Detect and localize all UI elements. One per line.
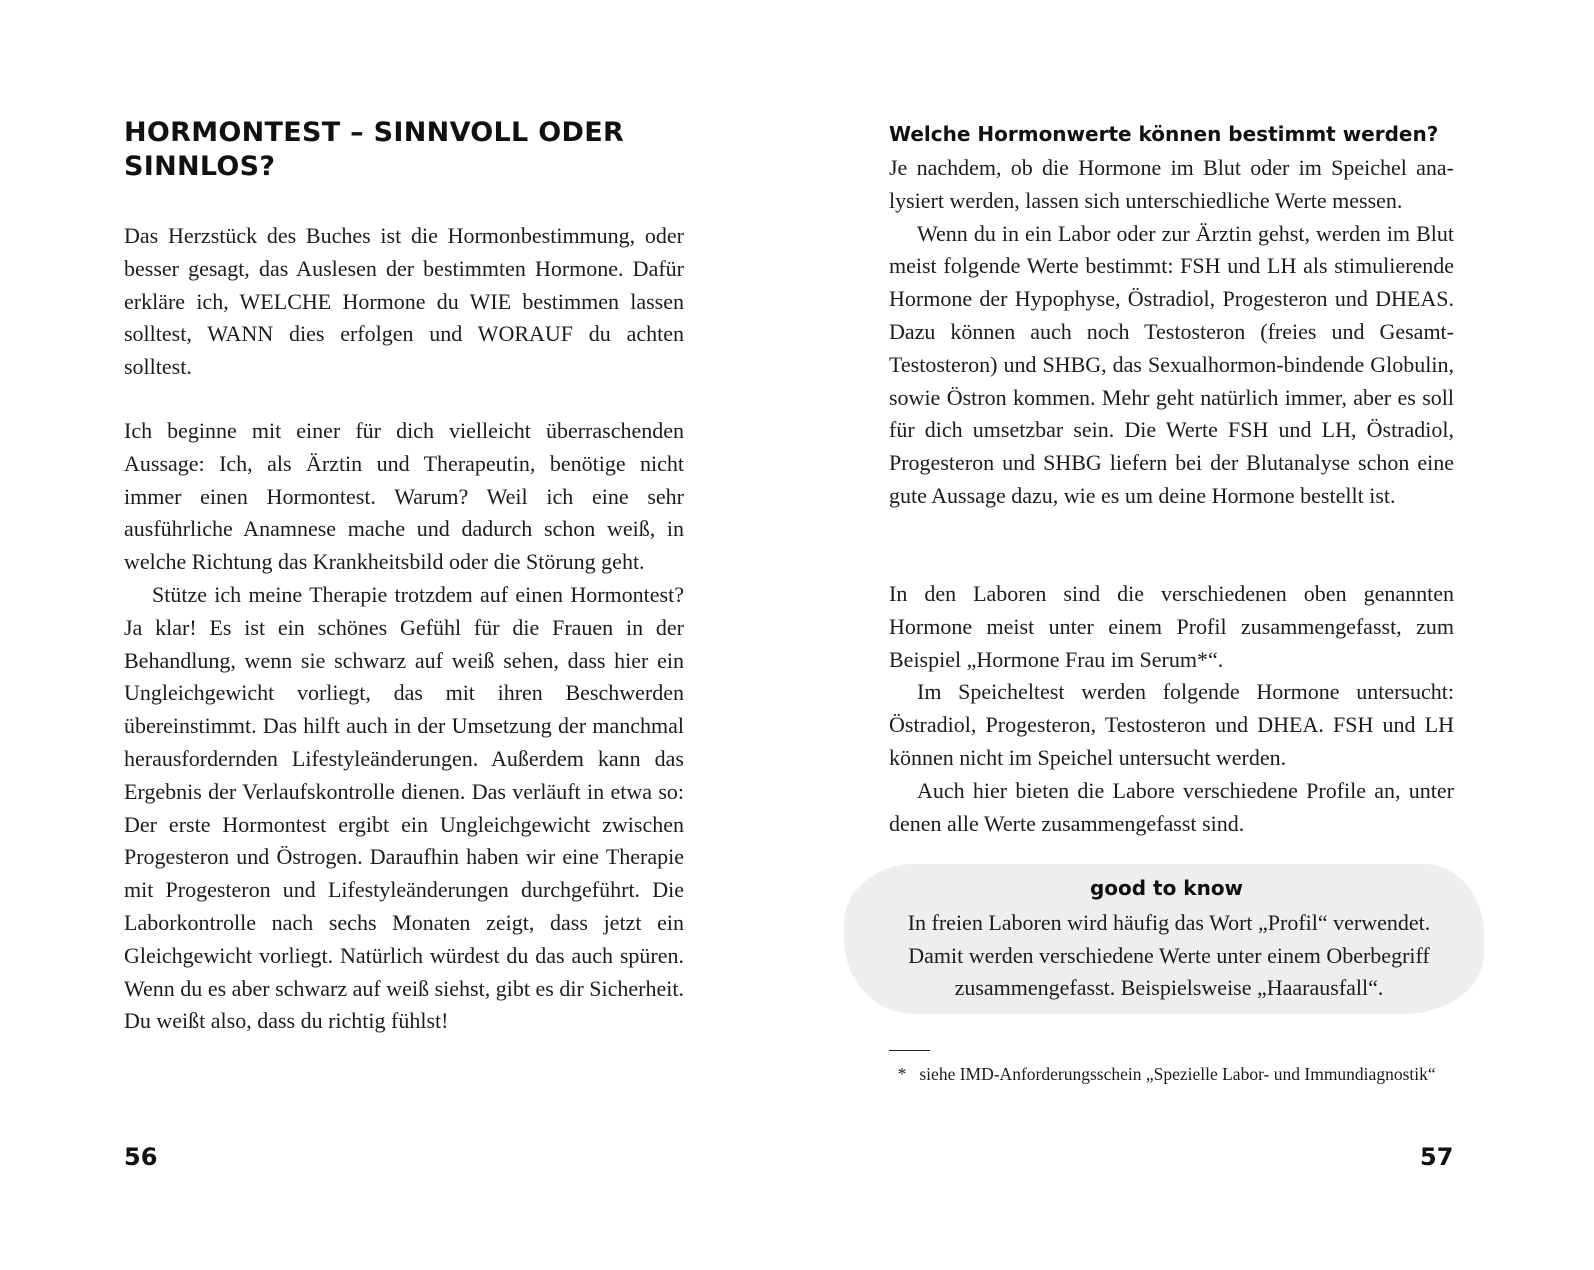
right-paragraph-1: Je nachdem, ob die Hormone im Blut oder im Speichel analysiert werden, lassen sich unterschiedliche Werte messen. (889, 155, 1454, 213)
good-to-know-title: good to know (1089, 876, 1244, 900)
good-to-know-text: In freien Laboren wird häufig das Wort „Profil“ verwendet. Damit werden verschiedene Werte unter einem Oberbegriff zusammengefasst. Beispielsweise „Haarausfall“. (907, 910, 1431, 1000)
page-number-left: 56 (124, 1143, 158, 1171)
right-text-block-saliva (889, 578, 1454, 840)
section-subheading: Welche Hormonwerte können bestimmt werden? (889, 122, 1439, 146)
footnote-divider (889, 1050, 930, 1051)
footnote-marker: * (897, 1064, 907, 1084)
footnote (889, 1062, 1454, 1086)
right-paragraph-2: Wenn du in ein Labor oder zur Ärztin gehst, werden im Blut meist folgende Werte bestimmt: FSH und LH als stimulierende Hormone der Hypophyse, Östradiol, Progesteron und DHEAS. Dazu können auch noch Testosteron (freies und Gesamt-Testosteron) und SHBG, das Sexualhormon-bindende Globulin, sowie Östron kommen. Mehr geht natürlich immer, aber es soll für dich umsetzbar sein. Die Werte FSH und LH, Östradiol, Progesteron und SHBG liefern bei der Blutanalyse schon eine gute Aussage dazu, wie es um deine Hormone bestellt ist. (889, 220, 1454, 508)
right-paragraph-3: In den Laboren sind die verschiedenen oben genannten Hormone meist unter einem Profil zusammengefasst, zum Beispiel „Hormone Frau im Serum*“. (889, 581, 1454, 672)
chapter-heading-line-2: SINNLOS? (124, 151, 276, 182)
left-text-block-intro (124, 220, 684, 384)
left-paragraph-3: Stütze ich meine Therapie trotzdem auf einen Hormontest? Ja klar! Es ist ein schönes Gefühl für die Frauen in der Behandlung, wenn sie schwarz auf weiß sehen, dass hier ein Ungleichgewicht vorliegt, das mit ihren Beschwerden übereinstimmt. Das hilft auch in der Umsetzung der manchmal herausfordernden Lifestyleänderungen. Außerdem kann das Ergebnis der Verlaufskontrolle dienen. Das verläuft in etwa so: Der erste Hormontest ergibt ein Ungleichgewicht zwischen Progesteron und Östrogen. Daraufhin haben wir eine Therapie mit Progesteron und Lifestyleänderungen durchgeführt. Die Laborkontrolle nach sechs Monaten zeigt, dass jetzt ein Gleichgewicht vorliegt. Natürlich würdest du das auch spüren. Wenn du es aber schwarz auf weiß siehst, gibt es dir Sicherheit. Du weißt also, dass du richtig fühlst! (124, 581, 684, 1034)
right-paragraph-4: Im Speicheltest werden folgende Hormone untersucht: Östradiol, Progesteron, Testosteron und DHEA. FSH und LH können nicht im Speichel untersucht werden. (889, 679, 1454, 770)
left-paragraph-1: Das Herzstück des Buches ist die Hormonbestimmung, oder besser gesagt, das Auslesen der bestimmten Hormone. Dafür erkläre ich, WELCHE Hormone du WIE bestimmen lassen solltest, WANN dies erfolgen und WORAUF du achten solltest. (124, 223, 684, 380)
footnote-text: siehe IMD-Anforderungsschein „Spezielle Labor- und Immundiagnostik“ (919, 1064, 1436, 1084)
left-paragraph-2: Ich beginne mit einer für dich vielleicht überraschenden Aussage: Ich, als Ärztin und Therapeutin, benötige nicht immer einen Hormontest. Warum? Weil ich eine sehr ausführliche Anamnese mache und dadurch schon weiß, in welche Richtung das Krankheitsbild oder die Störung geht. (124, 418, 684, 575)
right-text-block-blood (889, 152, 1454, 513)
chapter-heading (124, 116, 684, 184)
page-number-right: 57 (1420, 1143, 1454, 1171)
chapter-heading-line-1: HORMONTEST – SINNVOLL ODER (124, 117, 625, 148)
left-text-block-main (124, 415, 684, 1038)
right-paragraph-5: Auch hier bieten die Labore verschiedene Profile an, unter denen alle Werte zusammengefasst sind. (889, 777, 1454, 836)
